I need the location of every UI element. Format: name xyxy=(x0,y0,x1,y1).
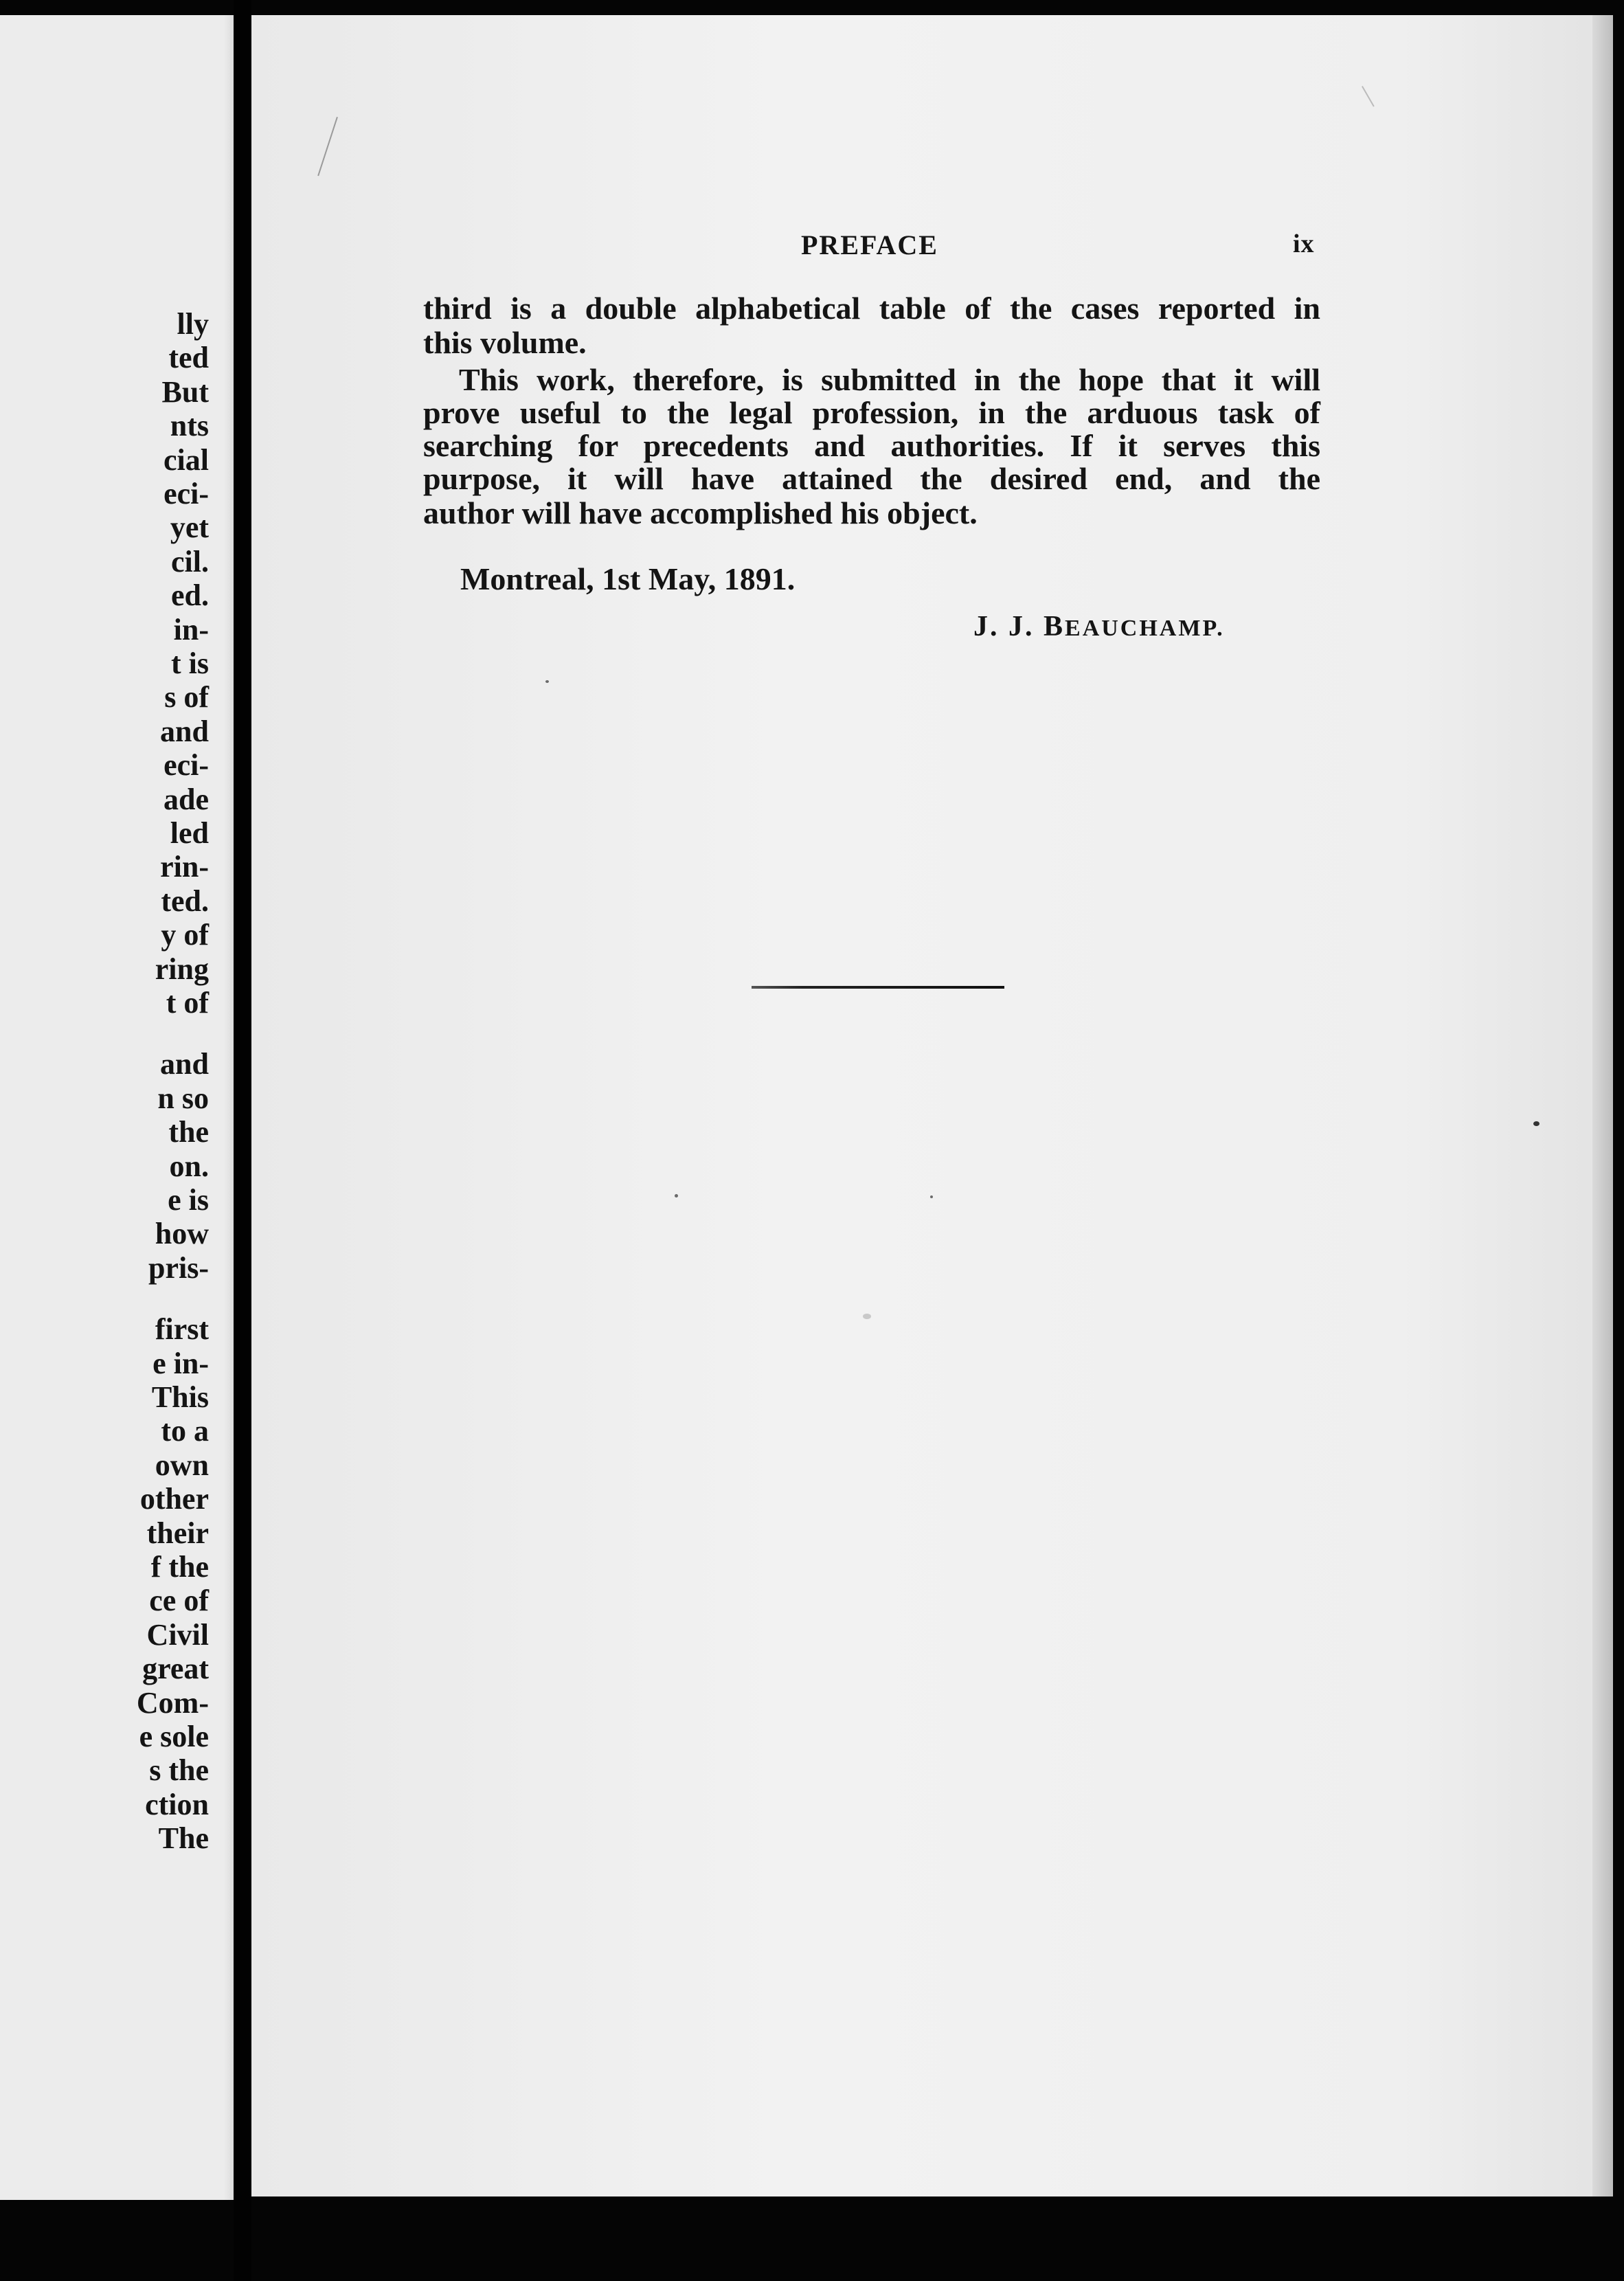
text-line: author will have accomplished his object. xyxy=(423,495,978,530)
signature-initials: J. J. xyxy=(973,611,1035,642)
facing-page-line: great xyxy=(142,1652,209,1686)
facing-page-line: y of xyxy=(161,918,209,952)
facing-page-line: ade xyxy=(163,782,209,816)
scan-speck xyxy=(675,1194,678,1198)
text-line: third is a double alphabetical table of the cases reported in xyxy=(423,291,1320,326)
facing-page-line: how xyxy=(155,1217,209,1251)
facing-page-line: t of xyxy=(166,986,209,1020)
page-edge xyxy=(1592,15,1613,2196)
facing-page xyxy=(0,15,234,2200)
facing-page-line: other xyxy=(139,1482,209,1516)
facing-page-line: ed. xyxy=(171,578,209,613)
facing-page-line: in- xyxy=(173,612,209,647)
facing-page-line: the xyxy=(168,1115,209,1149)
facing-page-line: lly xyxy=(177,307,209,341)
facing-page-line: e sole xyxy=(139,1720,209,1753)
facing-page-line: their xyxy=(146,1516,209,1550)
text-line: this volume. xyxy=(423,325,587,360)
scan-speck xyxy=(863,1314,871,1319)
facing-page-line: s of xyxy=(164,680,209,715)
facing-page-line: e in- xyxy=(153,1346,209,1380)
facing-page-line: Civil xyxy=(146,1617,209,1652)
scan-speck xyxy=(930,1195,933,1198)
facing-page-line: and xyxy=(160,1047,209,1081)
scan-speck xyxy=(1533,1121,1540,1126)
text-line: This work, therefore, is submitted in the hope that it will xyxy=(459,362,1320,397)
running-head: PREFACE xyxy=(801,229,938,260)
facing-page-line: led xyxy=(170,816,209,850)
scan-speck xyxy=(545,680,549,683)
facing-page-line: pris- xyxy=(148,1250,209,1285)
signature-surname xyxy=(1044,611,1225,642)
facing-page-line: and xyxy=(160,714,209,748)
signature-surname-initial: B xyxy=(1044,611,1065,642)
page-number: ix xyxy=(1293,229,1315,258)
author-signature xyxy=(973,610,1225,643)
signature-surname-rest: EAUCHAMP. xyxy=(1065,616,1225,641)
facing-page-line: t is xyxy=(171,647,209,680)
facing-page-line: rin- xyxy=(160,850,209,884)
facing-page-line: f the xyxy=(150,1550,209,1584)
facing-page-line: cial xyxy=(163,442,209,477)
facing-page-line: on. xyxy=(169,1149,209,1183)
facing-page-line: own xyxy=(155,1448,209,1482)
text-line: purpose, it will have attained the desired end, and the xyxy=(423,461,1320,496)
facing-page-line: e is xyxy=(168,1183,209,1217)
facing-page-line: cil. xyxy=(171,544,209,578)
section-end-rule xyxy=(752,986,1004,989)
facing-page-line: ted. xyxy=(161,884,209,918)
facing-page-line: eci- xyxy=(163,477,209,510)
facing-page-line: ce of xyxy=(149,1584,209,1618)
facing-page-line: to a xyxy=(161,1414,209,1448)
facing-page-line: s the xyxy=(149,1753,209,1788)
facing-page-line: The xyxy=(158,1821,209,1856)
facing-page-line: Com- xyxy=(136,1685,209,1720)
facing-page-line: But xyxy=(161,374,209,409)
text-line: prove useful to the legal profession, in the arduous task of xyxy=(423,395,1320,430)
facing-page-line: n so xyxy=(157,1081,209,1115)
dateline: Montreal, 1st May, 1891. xyxy=(460,561,796,596)
facing-page-edge xyxy=(224,15,234,2200)
facing-page-line: ted xyxy=(168,341,209,375)
facing-page-line: eci- xyxy=(163,748,209,783)
facing-page-line: ction xyxy=(145,1787,209,1821)
facing-page-line: This xyxy=(151,1380,209,1414)
facing-page-line: yet xyxy=(170,510,209,545)
text-line: searching for precedents and authorities. If it serves this xyxy=(423,428,1320,463)
facing-page-line: ring xyxy=(155,952,209,986)
facing-page-line: nts xyxy=(170,409,209,443)
facing-page-line: first xyxy=(155,1312,209,1347)
book-gutter xyxy=(234,0,251,2281)
